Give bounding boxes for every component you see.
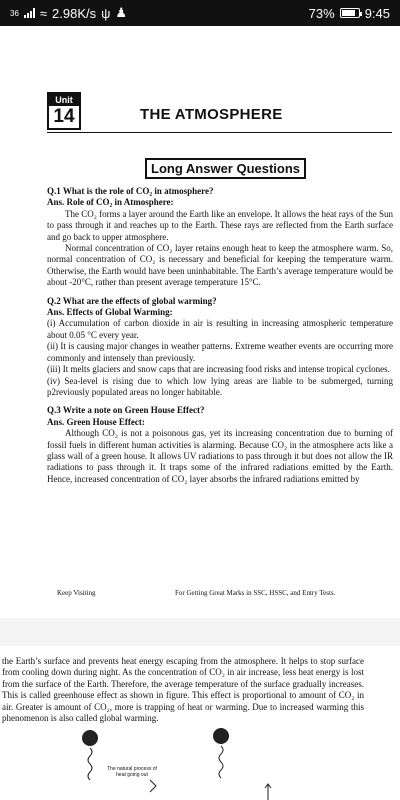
answer-3-heading: Ans. Green House Effect: <box>47 416 145 427</box>
question-2: Q.2 What are the effects of global warming? <box>47 295 217 306</box>
signal-type: 36 <box>10 8 19 18</box>
status-bar <box>0 0 400 26</box>
questions-content <box>47 186 393 485</box>
question-3: Q.3 Write a note on Green House Effect? <box>47 405 205 416</box>
greenhouse-figure <box>0 728 400 800</box>
section-title: Long Answer Questions <box>145 158 306 179</box>
footer-left: Keep Visiting <box>57 589 96 597</box>
usb-icon: ψ <box>101 5 111 21</box>
document-page-2 <box>0 646 400 800</box>
battery-icon <box>340 8 360 18</box>
answer-2-point-2: (ii) It is causing major changes in weather patterns. Extreme weather events are occurring more commonly and intensely than previously. <box>47 341 393 363</box>
answer-1-para-1: The CO₂ forms a layer around the Earth like an envelope. It allows the heat rays of the Sun to pass through it and reaches up to the Earth. These rays are reflected from the Earth surface and go back to upper atmosphere. <box>47 208 393 242</box>
network-speed: 2.98K/s <box>52 5 97 21</box>
battery-percent: 73% <box>308 5 335 21</box>
unit-label: Unit <box>49 94 79 106</box>
answer-3-para-1: Although CO₂ is not a poisonous gas, yet its increasing concentration due to burning of fossil fuels in different human activities is alarming. Because CO₂ in the atmosphere acts like a glass wall of a green house. It allows UV radiations to pass through it but does not allow the IR radiations to pass through it. It traps some of the infrared radiations emitted by the Earth. Hence, increased concentration of CO₂ layer absorbs the infrared radiations emitted by <box>47 428 393 484</box>
header-divider <box>47 132 392 133</box>
document-page-1 <box>0 26 400 618</box>
notification-icon: ♟ <box>115 5 128 20</box>
wifi-icon: ≈ <box>39 5 48 21</box>
chapter-title: THE ATMOSPHERE <box>140 106 283 123</box>
radiation-arrows <box>0 728 400 800</box>
signal-icon <box>24 8 35 18</box>
answer-2-point-1: (i) Accumulation of carbon dioxide in air is resulting in increasing atmospheric temperature about 0.05 °C every year. <box>47 318 393 340</box>
page-separator <box>0 618 400 646</box>
answer-2-point-4: (iv) Sea-level is rising due to which low lying areas are liable to be submerged, turning p2reviously populated areas no longer habitable. <box>47 375 393 397</box>
page-2-text: the Earth’s surface and prevents heat energy escaping from the atmosphere. It helps to stop surface from cooling down during night. As the concentration of CO₂ in air increase, less heat energy is lost from the surface of the Earth. Therefore, the average temperature of the surface gradually increases. This is called greenhouse effect as shown in figure. This effect is proportional to amount of CO₂ in air. Greater is amount of CO₂, more is trapping of heat or warming. Due to increased warming this phenomenon is also called global warming. <box>2 656 364 724</box>
question-1: Q.1 What is the role of CO₂ in atmosphere? <box>47 186 214 196</box>
figure-label: The natural process of heat going out <box>107 766 157 778</box>
answer-1-heading: Ans. Role of CO₂ in Atmosphere: <box>47 197 174 208</box>
answer-2-heading: Ans. Effects of Global Warming: <box>47 307 173 318</box>
unit-badge <box>47 92 81 130</box>
clock: 9:45 <box>364 5 390 21</box>
answer-1-para-2: Normal concentration of CO₂ layer retains enough heat to keep the atmosphere warm. So, normal concentration of CO₂ is necessary and beneficial for keeping the temperature warm. Otherwise, the Earth would have been uninhabitable. The Earth’s average temperature would be about -20°C, rather than present average temperature 15°C. <box>47 243 393 288</box>
footer-right: For Getting Great Marks in SSC, HSSC, and Entry Tests. <box>175 589 336 597</box>
answer-2-point-3: (iii) It melts glaciers and snow caps that are increasing food risks and intense tropical cyclones. <box>47 364 390 375</box>
unit-number: 14 <box>53 106 75 127</box>
